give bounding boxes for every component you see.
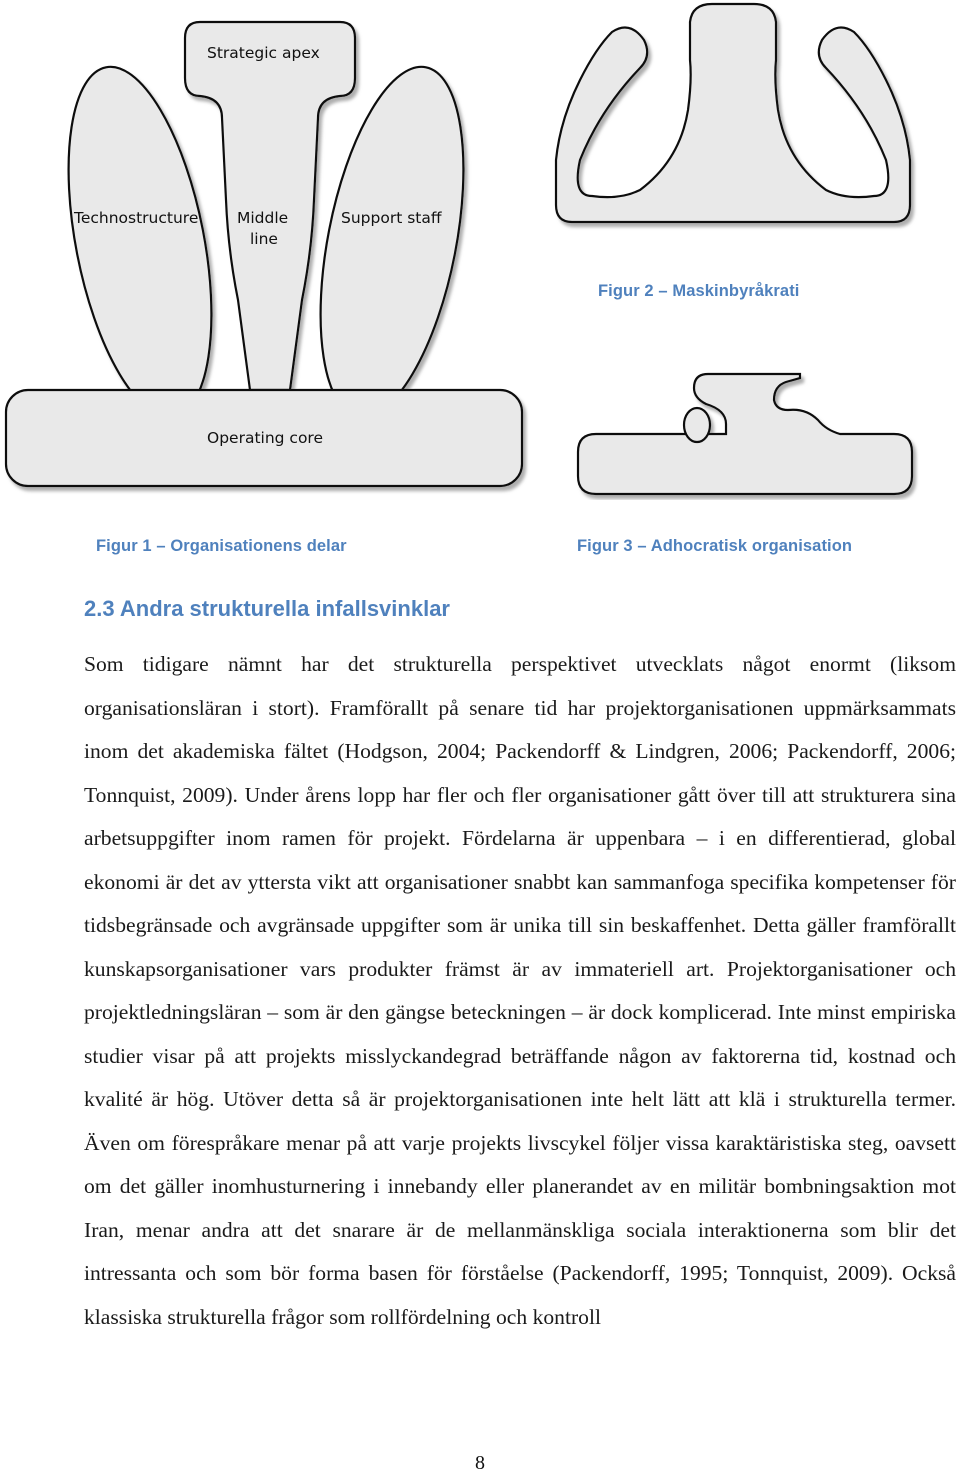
operating-core-label: Operating core	[207, 429, 323, 447]
figures-area	[0, 0, 960, 500]
figure3-diagram	[578, 374, 912, 494]
figure1-diagram	[6, 22, 522, 486]
technostructure-label: Technostructure	[74, 209, 199, 227]
figure2-diagram	[556, 4, 910, 222]
support-staff-label: Support staff	[341, 209, 442, 227]
adhocracy-small-blob	[684, 408, 710, 442]
page-number: 8	[475, 1452, 485, 1474]
support-staff-shape	[295, 55, 489, 429]
middle-line-label-2: line	[250, 230, 278, 248]
adhocracy-main-shape	[578, 374, 912, 494]
section-heading: 2.3 Andra strukturella infallsvinklar	[84, 596, 450, 621]
figure2-caption: Figur 2 – Maskinbyråkrati	[598, 282, 800, 300]
middle-line-label-1: Middle	[237, 209, 289, 227]
figure1-caption: Figur 1 – Organisationens delar	[96, 537, 347, 555]
figure3-caption: Figur 3 – Adhocratisk organisation	[577, 537, 853, 555]
body-paragraph: Som tidigare nämnt har det strukturella perspektivet utvecklats något enormt (liksom organisationsläran i stort). Framförallt på senare tid har projektorganisationen uppmärksammats inom det akademiska fältet (Hodgson, 2004; Packendorff & Lindgren, 2006; Packendorff, 2006; Tonnquist, 2009). Under årens lopp har fler och fler organisationer gått över till att strukturera sina arbetsuppgifter inom ramen för projekt. Fördelarna är uppenbara – i en differentierad, global ekonomi är det av yttersta vikt att organisationer snabbt kan sammanfoga specifika kompetenser för tidsbegränsade och avgränsade uppgifter som är unika till sin beskaffenhet. Detta gäller framförallt kunskapsorganisationer vars produkter främst är av immateriell art. Projektorganisationer och projektledningsläran – som är den gängse beteckningen – är dock komplicerad. Inte minst empiriska studier visar på att projekts misslyckandegrad beträffande någon av faktorerna tid, kostnad och kvalité är hög. Utöver detta så är projektorganisationen inte helt lätt att klä i strukturella termer. Även om förespråkare menar på att varje projekts livscykel följer vissa karaktäristiska steg, oavsett om det gäller inomhusturnering i innebandy eller planerandet av en militär bombningsaktion mot Iran, menar andra att det snarare är de mellanmänskliga sociala interaktionerna som blir det intressanta och som bör forma basen för förståelse (Packendorff, 1995; Tonnquist, 2009). Också klassiska strukturella frågor som rollfördelning och kontroll	[84, 652, 956, 1329]
strategic-apex-label: Strategic apex	[207, 44, 320, 62]
body-text	[84, 643, 956, 1339]
technostructure-shape	[43, 55, 237, 429]
